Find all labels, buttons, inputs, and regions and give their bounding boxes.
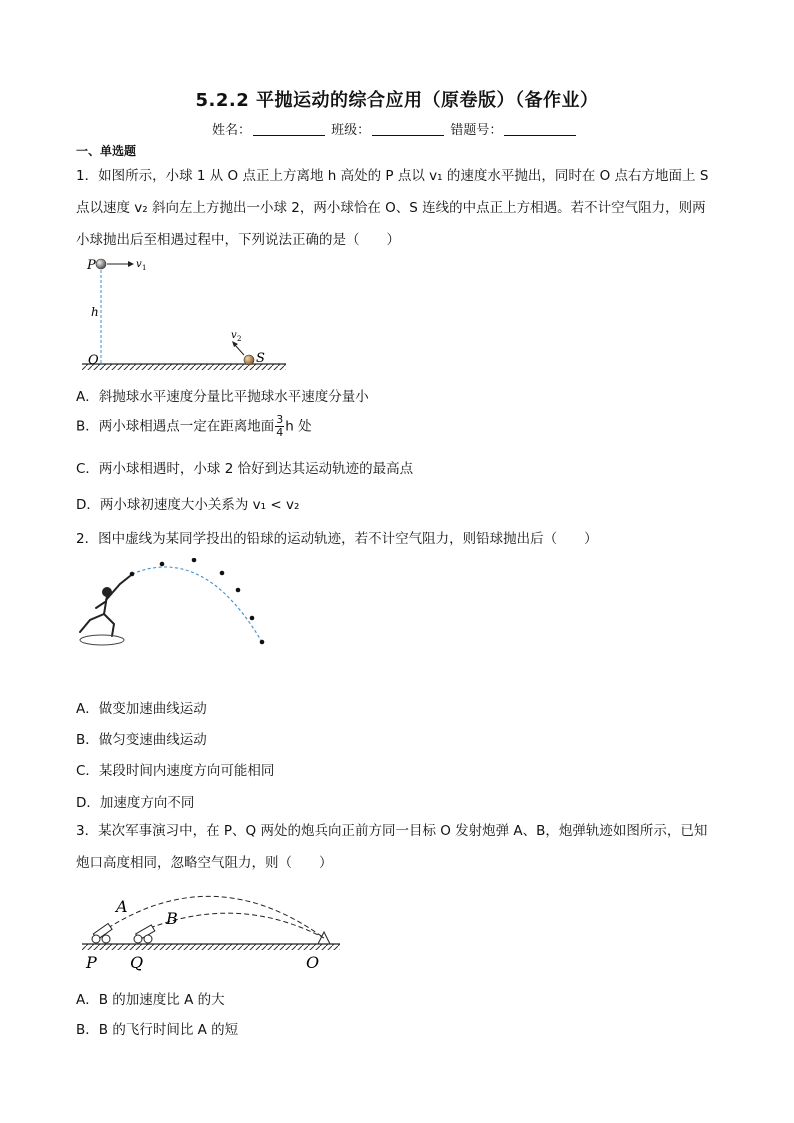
q1-option-b-fraction [275, 414, 284, 439]
q1-option-b-denominator: 4 [276, 426, 284, 439]
q1-figure [80, 252, 290, 372]
q2-trajectory [132, 567, 262, 642]
q1-option-b-text: B．两小球相遇点一定在距离地面 [76, 418, 275, 435]
class-label: 班级： [331, 123, 371, 138]
q1-label-O: O [88, 353, 99, 368]
q2-point [236, 588, 241, 593]
question-1-text: 1．如图所示，小球 1 从 O 点正上方离地 h 高处的 P 点以 v₁ 的速度水平抛出，同时在 O 点右方地面上 S 点以速度 v₂ 斜向左上方抛出一小球 2，两小球恰在 O、S 连线的中点正上方相遇。若不计空气阻力，则两小球抛出后至相遇过程中，下列说法正确的是（ ） [76, 168, 709, 248]
q1-ball-1 [96, 259, 106, 269]
q3-cannon-p [92, 924, 112, 943]
q1-label-h: h [91, 305, 99, 319]
q1-label-v1-sub: 1 [142, 264, 147, 272]
q1-v1-arrowhead [128, 261, 134, 267]
q2-athlete-back-leg [80, 614, 104, 632]
wrong-number-label: 错题号： [450, 123, 503, 138]
q2-athlete-other-arm [96, 602, 105, 608]
name-blank [253, 135, 325, 136]
q3-label-A: A [116, 897, 128, 916]
q1-v2-arrow [235, 345, 244, 355]
name-label: 姓名： [212, 123, 252, 138]
q3-label-O: O [306, 953, 320, 972]
q1-label-v1: v [136, 259, 142, 270]
q2-figure [74, 558, 274, 660]
question-3 [76, 815, 716, 879]
q1-option-c: C．两小球相遇时，小球 2 恰好到达其运动轨迹的最高点 [76, 461, 414, 477]
question-3-text: 3．某次军事演习中，在 P、Q 两处的炮兵向正前方同一目标 O 发射炮弹 A、B，炮弹轨迹如图所示，已知炮口高度相同，忽略空气阻力，则（ ） [76, 823, 708, 871]
q1-option-b-numerator: 3 [276, 413, 284, 426]
q1-label-S: S [256, 351, 265, 366]
wrong-number-blank [504, 135, 576, 136]
q3-label-B: B [166, 909, 178, 928]
page-title: 5.2.2 平抛运动的综合应用（原卷版）（备作业） [195, 90, 599, 111]
q1-ball-2 [244, 355, 254, 365]
q2-option-c: C．某段时间内速度方向可能相同 [76, 763, 275, 779]
q3-figure [80, 892, 345, 972]
q2-point [160, 562, 165, 567]
question-2 [76, 523, 716, 555]
q2-trajectory-points [130, 558, 265, 644]
q1-label-P: P [87, 258, 96, 273]
q1-label-v2: v [231, 330, 237, 341]
q2-point [220, 571, 225, 576]
q2-option-b: B．做匀变速曲线运动 [76, 732, 207, 748]
q3-cannon-q-wheel [134, 935, 142, 943]
q3-ground-hatch [82, 944, 340, 950]
q2-point [260, 640, 265, 645]
q2-point [250, 616, 255, 621]
q2-option-d: D．加速度方向不同 [76, 795, 195, 811]
q3-option-b: B．B 的飞行时间比 A 的短 [76, 1022, 239, 1038]
q1-option-b [76, 414, 312, 439]
q3-label-Q: Q [130, 953, 144, 972]
question-1 [76, 160, 716, 256]
q1-option-a: A．斜抛球水平速度分量比平抛球水平速度分量小 [76, 389, 369, 405]
section-title: 一、单选题 [76, 144, 137, 158]
q2-athlete-leg [104, 614, 114, 636]
q1-option-b-suffix: h 处 [285, 418, 312, 435]
q3-cannon-p-wheel [102, 935, 110, 943]
q3-cannon-q-wheel [144, 935, 152, 943]
student-info-line [212, 119, 578, 138]
class-blank [372, 135, 444, 136]
q3-cannon-q [134, 925, 155, 943]
q2-athlete [80, 576, 130, 636]
q1-label-v2-sub: 2 [237, 335, 242, 343]
q1-option-d: D．两小球初速度大小关系为 v₁ < v₂ [76, 497, 300, 513]
q3-label-P: P [86, 953, 97, 972]
question-2-text: 2．图中虚线为某同学投出的铅球的运动轨迹，若不计空气阻力，则铅球抛出后（ ） [76, 531, 598, 547]
q2-option-a: A．做变加速曲线运动 [76, 701, 207, 717]
q3-cannon-p-wheel [92, 935, 100, 943]
q2-throwing-circle [80, 635, 124, 645]
q3-option-a: A．B 的加速度比 A 的大 [76, 992, 225, 1008]
q2-point [192, 558, 197, 562]
